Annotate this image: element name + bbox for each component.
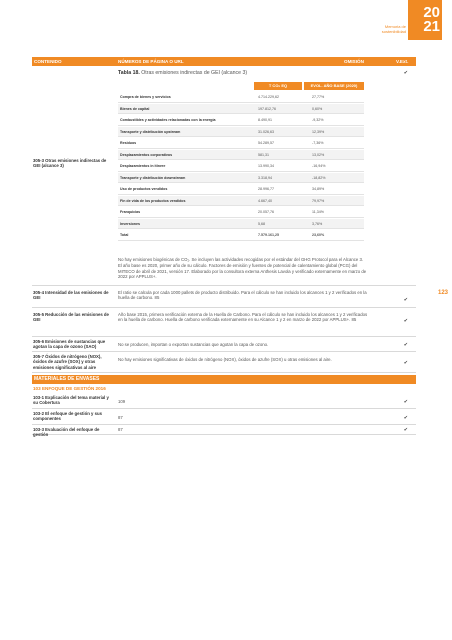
- emissions-row: [118, 196, 364, 207]
- row-305-5: [32, 308, 416, 337]
- emissions-change: 0,60%: [312, 106, 323, 111]
- row-103-2-label: 103-2 El enfoque de gestión y sus componentes: [33, 411, 103, 422]
- check-icon: ✔: [403, 342, 408, 348]
- emissions-value: 54.289,57: [258, 141, 274, 146]
- emissions-category: Franquicias: [120, 210, 141, 215]
- row-305-3-label: 305-3 Otras emisiones indirectas de GEI (alcance 3): [33, 158, 107, 169]
- table-18-caption: Otras emisiones indirectas de GEI (alcance 3): [139, 70, 248, 76]
- emissions-row: [118, 173, 364, 184]
- row-103-1: [32, 393, 416, 409]
- emissions-value: 13.990,34: [258, 164, 274, 169]
- emissions-change: 79,97%: [312, 198, 325, 203]
- gri-table-header: [32, 57, 416, 66]
- year-bottom: 21: [423, 18, 440, 35]
- emissions-category: Compra de bienes y servicios: [120, 95, 171, 100]
- emissions-value: 31.026,63: [258, 129, 274, 134]
- emissions-change: -7,36%: [312, 141, 324, 146]
- emissions-value: 20.057,76: [258, 210, 274, 215]
- report-label-line2: sostenibilidad: [381, 29, 406, 34]
- emissions-change: 34,89%: [312, 187, 325, 192]
- table-18-title: [118, 70, 247, 76]
- emissions-value: 7.579.161,25: [258, 233, 279, 238]
- row-103-3-text: 87: [118, 427, 123, 432]
- emissions-row: [118, 161, 364, 172]
- header-contenido: CONTENIDO: [34, 59, 62, 65]
- emissions-value: 8.490,91: [258, 118, 272, 123]
- emissions-row: [118, 138, 364, 149]
- emissions-value: 3.318,94: [258, 175, 272, 180]
- emissions-change: -18,82%: [312, 175, 326, 180]
- emissions-change: -9,32%: [312, 118, 324, 123]
- report-label-line1: Memoria de: [384, 24, 406, 29]
- emissions-category: Bienes de capital: [120, 106, 150, 111]
- emissions-category: Desplazamientos in itinere: [120, 164, 166, 169]
- row-305-5-text: Año base 2015, primera verificación externa de la Huella de Carbono. Para el cálculo se han incluido los alcances 1 y 2 verificados en la huella de carbono. Huella de carbono verificada externamente en su Alcance 1 y 2 en marzo de 2022 por APPLUS+. 85: [118, 312, 368, 323]
- emissions-category: Total: [120, 233, 129, 238]
- row-305-7-label: 305-7 Óxidos de nitrógeno (NOX), óxidos de azufre (SOX) y otras emisiones significativas al aire: [33, 354, 102, 370]
- header-paginas: NÚMEROS DE PÁGINA O URL: [118, 59, 184, 65]
- emissions-row: [118, 150, 364, 161]
- emissions-change: 11,34%: [312, 210, 324, 215]
- row-305-4-text: El ratio se calcula por cada 1000 pallets de producto distribuido. Para el cálculo se han incluido los alcances 1 y 2 verificados en la huella de carbono. 85: [118, 290, 367, 301]
- row-305-6-text: No se producen, importan o exportan sustancias que agotan la capa de ozono.: [118, 342, 269, 347]
- emissions-row: [118, 92, 364, 103]
- year-top: 20: [423, 4, 440, 21]
- row-103-2: [32, 409, 416, 425]
- row-103-3: [32, 425, 416, 438]
- row-305-4-label: 305-4 Intensidad de las emisiones de GEI: [33, 290, 109, 301]
- emissions-value: 28.996,77: [258, 187, 274, 192]
- emissions-row: [118, 219, 364, 230]
- row-103-1-label: 103-1 Explicación del tema material y su Cobertura: [33, 395, 109, 406]
- check-icon: ✔: [403, 399, 408, 405]
- check-icon: ✔: [403, 427, 408, 433]
- row-305-6-label: 305-6 Emisiones de sustancias que agotan la capa de ozono (SAO): [33, 339, 106, 350]
- col-tco2-header: T CO₂ EQ: [254, 82, 302, 90]
- col-evol-header: EVOL. AÑO BASE (2020): [304, 82, 364, 90]
- check-icon: ✔: [403, 415, 408, 421]
- emissions-category: Desplazamientos corporativos: [120, 152, 173, 157]
- check-icon: ✔: [403, 360, 408, 366]
- row-305-6: [32, 337, 416, 352]
- emissions-change: 13,02%: [312, 152, 325, 157]
- row-305-7: [32, 352, 416, 373]
- emissions-change: -16,94%: [312, 164, 326, 169]
- emissions-category: Inversiones: [120, 221, 140, 226]
- section-enfoque-gestion: 103 ENFOQUE DE GESTIÓN 2016: [33, 386, 106, 391]
- row-305-5-label: 305-5 Reducción de las emisiones de GEI: [33, 312, 109, 323]
- emissions-row: [118, 127, 364, 138]
- header-omision: OMISIÓN: [344, 59, 364, 65]
- check-icon: ✔: [403, 297, 408, 303]
- emissions-value: 4.667,40: [258, 198, 272, 203]
- row-103-1-text: 109: [118, 399, 126, 404]
- row-103-3-label: 103-3 Evaluación del enfoque de gestión: [33, 427, 100, 438]
- section-materiales-envases: MATERIALES DE ENVASES: [32, 375, 416, 384]
- emissions-row: [118, 230, 364, 241]
- emissions-category: Fin de vida de los productos vendidos: [120, 198, 186, 203]
- page-number: 123: [437, 290, 448, 296]
- check-icon: ✔: [403, 318, 408, 324]
- header-vext: V.Ext.: [396, 59, 409, 65]
- emissions-row: [118, 104, 364, 115]
- emissions-value: 5,68: [258, 221, 265, 226]
- emissions-category: Combustibles y actividades relacionadas con la energía: [120, 118, 216, 123]
- emissions-row: [118, 207, 364, 218]
- emissions-value: 581,31: [258, 152, 269, 157]
- check-icon: ✔: [403, 70, 408, 76]
- emissions-category: Transporte y distribución downstream: [120, 175, 186, 180]
- emissions-change: 23,60%: [312, 233, 325, 238]
- report-year: [410, 6, 440, 34]
- table-18-number: Tabla 18.: [118, 70, 140, 76]
- emissions-value: 197.812,76: [258, 106, 276, 111]
- emissions-value: 4.714.229,62: [258, 95, 279, 100]
- row-305-7-text: No hay emisiones significativas de óxidos de nitrógeno (NOX), óxidos de azufre (SOX) u otras emisiones al aire.: [118, 357, 332, 362]
- row-103-2-text: 87: [118, 415, 123, 420]
- row-305-4: [32, 286, 416, 308]
- emissions-category: Transporte y distribución upstream: [120, 129, 181, 134]
- report-label: [366, 24, 406, 34]
- emissions-row: [118, 184, 364, 195]
- emissions-category: Uso de productos vendidos: [120, 187, 168, 192]
- emissions-change: 3,76%: [312, 221, 323, 226]
- emissions-change: 27,77%: [312, 95, 325, 100]
- emissions-change: 12,39%: [312, 129, 325, 134]
- emissions-row: [118, 115, 364, 126]
- row-305-3-note: No hay emisiones biogénicas de CO₂. Se incluyen las actividades recogidas por el estándar del GHG Protocol para el Alcance 3. El año base es 2020, primer año de su cálculo. Factores de emisión y fuentes de potencial de calentamiento global (PCG) del MITECO de abril de 2021, versión 17. Elaborado por la consultora externa Anthesis Lavola y verificado externamente en marzo de 2022 por APPLUS+.: [118, 257, 367, 280]
- emissions-category: Residuos: [120, 141, 137, 146]
